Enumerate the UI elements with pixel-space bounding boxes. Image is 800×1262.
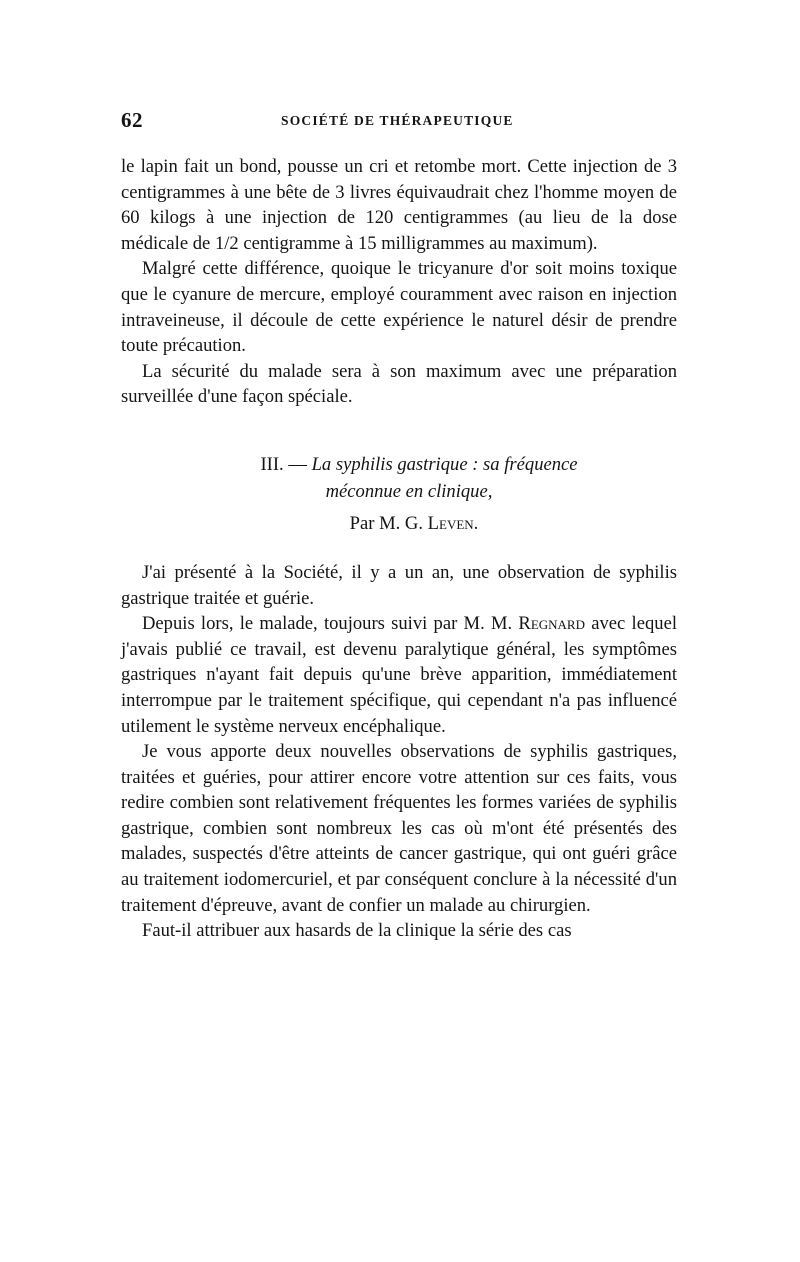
paragraph-text: Depuis lors, le malade, toujours suivi par M. M. bbox=[142, 613, 513, 635]
running-head bbox=[121, 108, 677, 138]
paragraph: le lapin fait un bond, pousse un cri et retombe mort. Cette injection de 3 centigrammes à une bête de 3 livres équivaudrait chez l'homme moyen de 60 kilogs à une injection de 120 centigrammes (au lieu de la dose médicale de 1/2 centigramme à 15 milligrammes au maximum). bbox=[121, 156, 677, 254]
paragraph: Faut-il attribuer aux hasards de la clinique la série des cas bbox=[142, 920, 572, 942]
byline bbox=[151, 510, 677, 537]
cited-name: Regnard bbox=[518, 613, 585, 635]
paragraph-text: avec lequel j'avais publié ce travail, est devenu paralytique général, les symptômes gastriques n'ayant fait depuis qu'une brève apparition, immédiatement interrompue par le traitement spécifique, qui cependant n'a pas influencé utilement le système nerveux encéphalique. bbox=[121, 613, 677, 737]
running-title: SOCIÉTÉ DE THÉRAPEUTIQUE bbox=[281, 113, 514, 128]
paragraph: La sécurité du malade sera à son maximum avec une préparation surveillée d'une façon spéciale. bbox=[121, 360, 677, 408]
page-number: 62 bbox=[121, 108, 143, 132]
book-page bbox=[121, 108, 677, 944]
section-title-line-1 bbox=[161, 451, 677, 478]
paragraph: J'ai présenté à la Société, il y a un an, une observation de syphilis gastrique traitée et guérie. bbox=[121, 561, 677, 609]
paragraph: Malgré cette différence, quoique le tricyanure d'or soit moins toxique que le cyanure de mercure, employé couramment avec raison en injection intraveineuse, il découle de cette expérience le naturel désir de prendre toute précaution. bbox=[121, 258, 677, 357]
body-text bbox=[121, 560, 677, 944]
paragraph: Je vous apporte deux nouvelles observations de syphilis gastriques, traitées et guéries, pour attirer encore votre attention sur ces faits, vous redire combien sont relativement fréquentes les formes variées de syphilis gastrique, combien sont nombreux les cas où m'ont été présentés des malades, suspectés d'être atteints de cancer gastrique, qui ont guéri grâce au traitement iodomercuriel, et par conséquent conclure à la nécessité d'un traitement d'épreuve, avant de confier un malade au chirurgien. bbox=[121, 741, 677, 916]
section-number: III. — bbox=[260, 453, 307, 475]
section-title-line-2: méconnue en clinique, bbox=[325, 480, 493, 502]
byline-prefix: Par M. G. bbox=[349, 512, 423, 534]
intro-text bbox=[121, 154, 677, 410]
author-name: Leven. bbox=[427, 512, 479, 534]
section-title: La syphilis gastrique : sa fréquence bbox=[311, 453, 578, 475]
section-heading bbox=[121, 451, 677, 537]
paragraph bbox=[121, 611, 677, 739]
